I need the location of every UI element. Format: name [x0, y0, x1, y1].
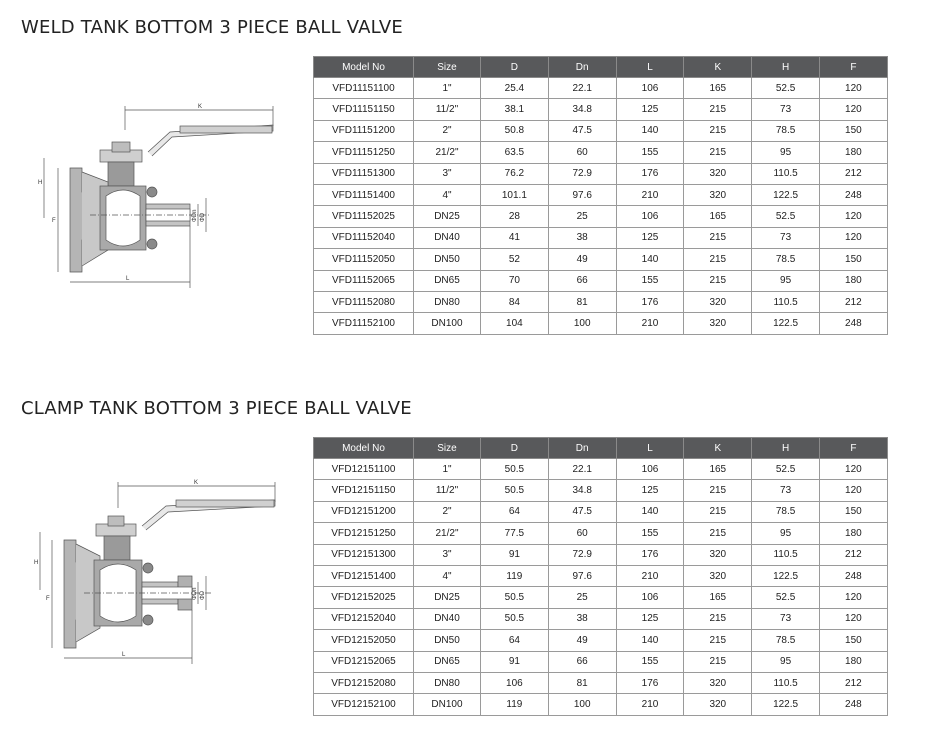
table-cell: 95	[752, 142, 820, 163]
table-cell: 50.8	[481, 120, 549, 141]
table-cell: 49	[548, 630, 616, 651]
table-cell: DN80	[414, 672, 481, 693]
table-cell: 106	[616, 459, 684, 480]
table-cell: 73	[752, 227, 820, 248]
table-row	[314, 163, 888, 184]
table-cell: 78.5	[752, 501, 820, 522]
dim-d-label-2: ΦD	[200, 590, 206, 600]
table-cell: 11/2"	[414, 480, 481, 501]
table-cell: 248	[819, 313, 887, 334]
table-cell: VFD11151250	[314, 142, 414, 163]
table-cell: 91	[481, 651, 549, 672]
table-cell: 81	[548, 291, 616, 312]
table-cell: 4"	[414, 565, 481, 586]
table-cell: 155	[616, 651, 684, 672]
table-header-row	[314, 57, 888, 78]
table-cell: 119	[481, 694, 549, 715]
table-cell: 91	[481, 544, 549, 565]
dim-l-label: L	[126, 276, 130, 282]
table-cell: 25.4	[481, 78, 549, 99]
table-cell: 320	[684, 694, 752, 715]
table-cell: 180	[819, 651, 887, 672]
table-cell: DN100	[414, 694, 481, 715]
table-cell: 210	[616, 184, 684, 205]
table-cell: 2"	[414, 120, 481, 141]
table-cell: 100	[548, 694, 616, 715]
table-cell: 180	[819, 523, 887, 544]
column-header: Model No	[314, 57, 414, 78]
table-cell: 38.1	[481, 99, 549, 120]
table-cell: 140	[616, 120, 684, 141]
dim-d-label: ΦD	[200, 212, 206, 222]
table-cell: 215	[684, 501, 752, 522]
table-cell: DN50	[414, 630, 481, 651]
section-title-clamp: CLAMP TANK BOTTOM 3 PIECE BALL VALVE	[21, 398, 412, 419]
table-cell: 1"	[414, 78, 481, 99]
table-row	[314, 142, 888, 163]
table-cell: 212	[819, 163, 887, 184]
column-header: L	[616, 438, 684, 459]
table-cell: VFD12152065	[314, 651, 414, 672]
table-cell: 155	[616, 142, 684, 163]
column-header: H	[752, 57, 820, 78]
table-cell: 215	[684, 651, 752, 672]
table-cell: 165	[684, 459, 752, 480]
table-cell: 28	[481, 206, 549, 227]
table-cell: VFD11152040	[314, 227, 414, 248]
table-cell: 215	[684, 523, 752, 544]
column-header: D	[481, 438, 549, 459]
table-row	[314, 630, 888, 651]
table-row	[314, 249, 888, 270]
table-cell: 50.5	[481, 587, 549, 608]
weld-valve-drawing	[30, 100, 290, 300]
column-header: L	[616, 57, 684, 78]
table-row	[314, 672, 888, 693]
column-header: Size	[414, 57, 481, 78]
table-row	[314, 694, 888, 715]
table-cell: 78.5	[752, 120, 820, 141]
table-cell: 120	[819, 206, 887, 227]
table-cell: 215	[684, 142, 752, 163]
table-cell: 176	[616, 291, 684, 312]
table-cell: 110.5	[752, 163, 820, 184]
table-cell: 47.5	[548, 501, 616, 522]
table-cell: 210	[616, 694, 684, 715]
table-cell: 248	[819, 184, 887, 205]
table-row	[314, 206, 888, 227]
table-cell: 73	[752, 99, 820, 120]
table-cell: 140	[616, 249, 684, 270]
table-cell: 52.5	[752, 78, 820, 99]
table-cell: 248	[819, 565, 887, 586]
column-header: K	[684, 438, 752, 459]
table-row	[314, 291, 888, 312]
table-cell: 34.8	[548, 99, 616, 120]
table-cell: 215	[684, 608, 752, 629]
table-cell: 21/2"	[414, 142, 481, 163]
table-cell: VFD12151300	[314, 544, 414, 565]
table-cell: 215	[684, 120, 752, 141]
table-cell: 52.5	[752, 587, 820, 608]
table-cell: 150	[819, 630, 887, 651]
table-row	[314, 184, 888, 205]
table-cell: VFD12152040	[314, 608, 414, 629]
table-cell: 50.5	[481, 608, 549, 629]
table-cell: 150	[819, 501, 887, 522]
table-cell: 212	[819, 291, 887, 312]
table-cell: 3"	[414, 163, 481, 184]
table-cell: VFD12151400	[314, 565, 414, 586]
clamp-spec-table	[313, 437, 888, 716]
table-cell: VFD12151100	[314, 459, 414, 480]
table-cell: 104	[481, 313, 549, 334]
table-cell: VFD11151200	[314, 120, 414, 141]
table-cell: DN25	[414, 206, 481, 227]
dim-l-label-2: L	[122, 652, 126, 658]
table-cell: 64	[481, 501, 549, 522]
column-header: K	[684, 57, 752, 78]
table-cell: 95	[752, 651, 820, 672]
table-cell: 78.5	[752, 630, 820, 651]
table-cell: 41	[481, 227, 549, 248]
table-cell: 25	[548, 206, 616, 227]
dim-dn-label: ΦDn	[192, 209, 198, 222]
column-header: F	[819, 57, 887, 78]
table-cell: 176	[616, 672, 684, 693]
table-cell: 60	[548, 142, 616, 163]
table-row	[314, 459, 888, 480]
table-cell: VFD11151300	[314, 163, 414, 184]
table-row	[314, 587, 888, 608]
table-cell: 66	[548, 270, 616, 291]
table-cell: 47.5	[548, 120, 616, 141]
column-header: D	[481, 57, 549, 78]
table-cell: 60	[548, 523, 616, 544]
table-cell: VFD11152100	[314, 313, 414, 334]
table-cell: 100	[548, 313, 616, 334]
weld-spec-table	[313, 56, 888, 335]
table-cell: DN80	[414, 291, 481, 312]
table-cell: 212	[819, 544, 887, 565]
table-cell: DN40	[414, 227, 481, 248]
table-cell: 106	[481, 672, 549, 693]
table-cell: 320	[684, 291, 752, 312]
table-cell: 84	[481, 291, 549, 312]
table-cell: DN50	[414, 249, 481, 270]
table-cell: 155	[616, 270, 684, 291]
table-cell: VFD11152065	[314, 270, 414, 291]
table-cell: 4"	[414, 184, 481, 205]
table-cell: 212	[819, 672, 887, 693]
table-cell: VFD11151100	[314, 78, 414, 99]
table-cell: 52	[481, 249, 549, 270]
table-cell: 215	[684, 227, 752, 248]
table-cell: 125	[616, 99, 684, 120]
table-cell: VFD11152080	[314, 291, 414, 312]
table-cell: 72.9	[548, 544, 616, 565]
table-row	[314, 120, 888, 141]
table-row	[314, 227, 888, 248]
table-cell: 122.5	[752, 565, 820, 586]
table-cell: 215	[684, 270, 752, 291]
table-cell: 38	[548, 608, 616, 629]
table-cell: VFD12152080	[314, 672, 414, 693]
column-header: H	[752, 438, 820, 459]
table-cell: 110.5	[752, 291, 820, 312]
table-cell: 210	[616, 565, 684, 586]
table-row	[314, 565, 888, 586]
table-row	[314, 544, 888, 565]
table-cell: 120	[819, 587, 887, 608]
table-cell: 11/2"	[414, 99, 481, 120]
table-cell: 122.5	[752, 313, 820, 334]
table-cell: DN25	[414, 587, 481, 608]
table-cell: 176	[616, 544, 684, 565]
table-cell: 215	[684, 99, 752, 120]
table-cell: 110.5	[752, 672, 820, 693]
table-cell: DN40	[414, 608, 481, 629]
table-cell: 106	[616, 78, 684, 99]
dim-f-label-2: F	[46, 596, 50, 602]
table-cell: 97.6	[548, 184, 616, 205]
table-cell: 49	[548, 249, 616, 270]
table-cell: 215	[684, 630, 752, 651]
table-cell: 155	[616, 523, 684, 544]
table-cell: 64	[481, 630, 549, 651]
table-cell: 215	[684, 249, 752, 270]
table-cell: 50.5	[481, 480, 549, 501]
table-cell: VFD12152100	[314, 694, 414, 715]
section-title-weld: WELD TANK BOTTOM 3 PIECE BALL VALVE	[21, 17, 404, 38]
table-cell: 120	[819, 480, 887, 501]
dim-k-label-2: K	[194, 480, 199, 486]
table-row	[314, 523, 888, 544]
clamp-valve-drawing	[30, 478, 290, 678]
table-cell: VFD12151150	[314, 480, 414, 501]
table-cell: 120	[819, 78, 887, 99]
table-cell: DN100	[414, 313, 481, 334]
table-cell: DN65	[414, 270, 481, 291]
table-cell: 125	[616, 227, 684, 248]
table-cell: VFD11152025	[314, 206, 414, 227]
table-cell: 106	[616, 206, 684, 227]
table-cell: 320	[684, 544, 752, 565]
table-cell: 120	[819, 608, 887, 629]
table-cell: 320	[684, 163, 752, 184]
table-row	[314, 608, 888, 629]
table-cell: 50.5	[481, 459, 549, 480]
table-cell: VFD12152025	[314, 587, 414, 608]
table-row	[314, 78, 888, 99]
table-cell: 95	[752, 523, 820, 544]
table-cell: 248	[819, 694, 887, 715]
table-cell: 140	[616, 501, 684, 522]
table-cell: VFD11151400	[314, 184, 414, 205]
dim-dn-label-2: ΦDn	[192, 587, 198, 600]
table-cell: 122.5	[752, 184, 820, 205]
table-cell: 34.8	[548, 480, 616, 501]
table-row	[314, 99, 888, 120]
table-cell: 25	[548, 587, 616, 608]
table-header-row	[314, 438, 888, 459]
table-row	[314, 270, 888, 291]
table-cell: VFD12151250	[314, 523, 414, 544]
table-cell: 52.5	[752, 459, 820, 480]
table-cell: 106	[616, 587, 684, 608]
table-cell: 215	[684, 480, 752, 501]
table-cell: 72.9	[548, 163, 616, 184]
column-header: Size	[414, 438, 481, 459]
table-cell: 63.5	[481, 142, 549, 163]
dim-h-label: H	[38, 180, 43, 186]
table-cell: 320	[684, 313, 752, 334]
table-cell: 22.1	[548, 78, 616, 99]
table-cell: 120	[819, 459, 887, 480]
table-cell: 210	[616, 313, 684, 334]
table-cell: 320	[684, 565, 752, 586]
dim-h-label-2: H	[34, 560, 39, 566]
table-cell: 73	[752, 480, 820, 501]
table-cell: 122.5	[752, 694, 820, 715]
table-cell: 165	[684, 206, 752, 227]
table-cell: 22.1	[548, 459, 616, 480]
table-cell: 125	[616, 480, 684, 501]
table-cell: 76.2	[481, 163, 549, 184]
table-cell: 120	[819, 227, 887, 248]
table-cell: 180	[819, 142, 887, 163]
table-cell: 78.5	[752, 249, 820, 270]
table-cell: 150	[819, 120, 887, 141]
table-cell: 165	[684, 587, 752, 608]
table-cell: DN65	[414, 651, 481, 672]
table-cell: 180	[819, 270, 887, 291]
table-cell: 101.1	[481, 184, 549, 205]
table-cell: 81	[548, 672, 616, 693]
dim-k-label: K	[198, 104, 203, 110]
column-header: Dn	[548, 57, 616, 78]
table-cell: 140	[616, 630, 684, 651]
table-cell: VFD11152050	[314, 249, 414, 270]
column-header: Dn	[548, 438, 616, 459]
table-row	[314, 651, 888, 672]
table-cell: 73	[752, 608, 820, 629]
table-cell: 120	[819, 99, 887, 120]
table-cell: 125	[616, 608, 684, 629]
table-cell: 97.6	[548, 565, 616, 586]
table-cell: VFD12151200	[314, 501, 414, 522]
table-cell: VFD11151150	[314, 99, 414, 120]
table-row	[314, 501, 888, 522]
column-header: Model No	[314, 438, 414, 459]
table-cell: VFD12152050	[314, 630, 414, 651]
table-cell: 38	[548, 227, 616, 248]
table-cell: 176	[616, 163, 684, 184]
table-cell: 320	[684, 184, 752, 205]
table-cell: 70	[481, 270, 549, 291]
table-cell: 3"	[414, 544, 481, 565]
table-cell: 95	[752, 270, 820, 291]
table-cell: 119	[481, 565, 549, 586]
table-cell: 110.5	[752, 544, 820, 565]
table-cell: 77.5	[481, 523, 549, 544]
table-cell: 21/2"	[414, 523, 481, 544]
dim-f-label: F	[52, 218, 56, 224]
table-cell: 2"	[414, 501, 481, 522]
table-cell: 66	[548, 651, 616, 672]
table-row	[314, 313, 888, 334]
table-cell: 320	[684, 672, 752, 693]
table-cell: 150	[819, 249, 887, 270]
table-cell: 165	[684, 78, 752, 99]
column-header: F	[819, 438, 887, 459]
table-cell: 1"	[414, 459, 481, 480]
table-cell: 52.5	[752, 206, 820, 227]
table-row	[314, 480, 888, 501]
